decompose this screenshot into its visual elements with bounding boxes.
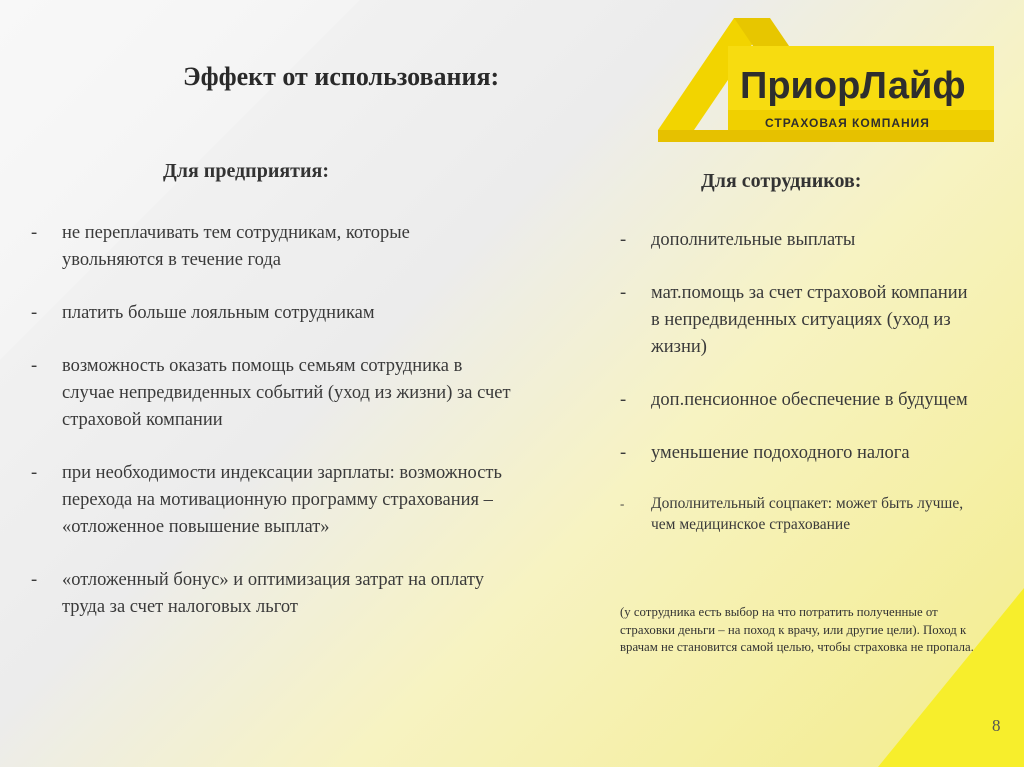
list-item xyxy=(31,220,511,274)
list-item-text: Дополнительный соцпакет: может быть лучше, чем медицинское страхование xyxy=(651,495,964,533)
list-item xyxy=(620,440,980,467)
list-item-text: при необходимости индексации зарплаты: возможность перехода на мотивационную программу страхования – «отложенное повышение выплат» xyxy=(62,463,502,537)
logo-tagline-text: СТРАХОВАЯ КОМПАНИЯ xyxy=(765,116,930,130)
left-column-heading: Для предприятия: xyxy=(163,160,329,182)
bullet-dash: - xyxy=(620,283,627,303)
slide-title: Эффект от использования: xyxy=(183,62,500,91)
bullet-dash: - xyxy=(620,390,627,410)
right-column-heading: Для сотрудников: xyxy=(701,170,862,192)
list-item-text: дополнительные выплаты xyxy=(651,230,856,250)
bullet-dash: - xyxy=(620,443,627,463)
bullet-dash: - xyxy=(31,223,38,243)
bullet-dash: - xyxy=(31,356,38,376)
logo-graphic xyxy=(658,18,994,142)
list-item xyxy=(620,387,980,414)
list-item xyxy=(31,300,511,327)
list-item-text: «отложенный бонус» и оптимизация затрат на оплату труда за счет налоговых льгот xyxy=(62,570,485,617)
employee-benefits-note: (у сотрудника есть выбор на что потратить полученные от страховки деньги – на поход к врачу, или другие цели). Поход к врачам не становится самой целью, чтобы страховка не пропала. xyxy=(620,605,974,654)
bullet-dash: - xyxy=(620,496,625,511)
list-item xyxy=(31,460,511,541)
logo-brand-text: ПриорЛайф xyxy=(740,65,966,107)
list-item-text: платить больше лояльным сотрудникам xyxy=(62,303,375,323)
list-item xyxy=(620,227,980,254)
list-item xyxy=(620,493,980,535)
company-logo xyxy=(658,18,994,142)
list-item-text: не переплачивать тем сотрудникам, которые увольняются в течение года xyxy=(62,223,410,270)
enterprise-benefits-list xyxy=(31,220,511,647)
list-item xyxy=(31,567,511,621)
list-item-text: мат.помощь за счет страховой компании в непредвиденных ситуациях (уход из жизни) xyxy=(651,283,968,357)
list-item xyxy=(620,280,980,361)
list-item-text: уменьшение подоходного налога xyxy=(651,443,910,463)
employee-benefits-list xyxy=(620,227,980,539)
bullet-dash: - xyxy=(620,230,627,250)
list-item-text: доп.пенсионное обеспечение в будущем xyxy=(651,390,968,410)
bullet-dash: - xyxy=(31,570,38,590)
bullet-dash: - xyxy=(31,463,38,483)
page-number: 8 xyxy=(992,716,1001,735)
bullet-dash: - xyxy=(31,303,38,323)
list-item xyxy=(31,353,511,434)
list-item-text: возможность оказать помощь семьям сотрудника в случае непредвиденных событий (уход из жизни) за счет страховой компании xyxy=(62,356,511,430)
